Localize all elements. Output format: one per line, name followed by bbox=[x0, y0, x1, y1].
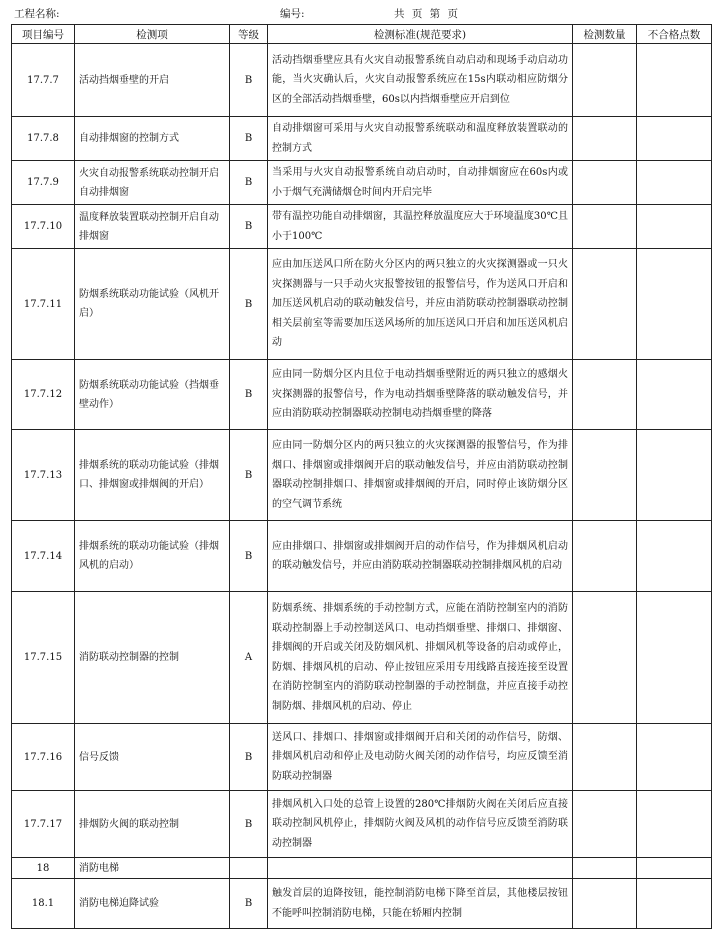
row-failures bbox=[637, 430, 712, 521]
row-failures bbox=[637, 858, 712, 879]
table-header bbox=[12, 25, 712, 44]
row-item: 排烟系统的联动功能试验（排烟口、排烟窗或排烟阀的开启） bbox=[75, 430, 230, 521]
row-failures bbox=[637, 161, 712, 205]
row-id: 17.7.17 bbox=[12, 791, 75, 858]
row-standard: 防烟系统、排烟系统的手动控制方式，应能在消防控制室内的消防联动控制器上手动控制送风口、电动挡烟垂壁、排烟口、排烟窗、排烟阀的开启或关闭及防烟风机、排烟风机等设备的启动或停止，防烟、排烟风机的启动、停止按钮应采用专用线路直接连接至设置在消防控制室内的消防联动控制器的手动控制盘，并应直接手动控制防烟、排烟风机的启动、停止 bbox=[268, 592, 573, 724]
row-standard: 自动排烟窗可采用与火灾自动报警系统联动和温度释放装置联动的控制方式 bbox=[268, 117, 573, 161]
row-quantity bbox=[573, 858, 637, 879]
table-row bbox=[12, 879, 712, 929]
page-header bbox=[14, 6, 714, 22]
inspection-table bbox=[11, 24, 712, 929]
row-quantity bbox=[573, 249, 637, 360]
row-quantity bbox=[573, 430, 637, 521]
table-row bbox=[12, 724, 712, 791]
row-quantity bbox=[573, 521, 637, 592]
column-header-failures: 不合格点数 bbox=[637, 25, 712, 44]
table-row bbox=[12, 44, 712, 117]
column-header-grade: 等级 bbox=[230, 25, 268, 44]
row-id: 17.7.8 bbox=[12, 117, 75, 161]
row-standard: 应由排烟口、排烟窗或排烟阀开启的动作信号，作为排烟风机启动的联动触发信号，并应由消防联动控制器联动控制排烟风机的启动 bbox=[268, 521, 573, 592]
row-quantity bbox=[573, 117, 637, 161]
row-id: 17.7.16 bbox=[12, 724, 75, 791]
table-row bbox=[12, 205, 712, 249]
row-standard: 带有温控功能自动排烟窗，其温控释放温度应大于环境温度30℃且小于100℃ bbox=[268, 205, 573, 249]
row-grade: B bbox=[230, 117, 268, 161]
row-item: 信号反馈 bbox=[75, 724, 230, 791]
row-grade: B bbox=[230, 521, 268, 592]
project-name-label: 工程名称: bbox=[14, 8, 60, 20]
row-item: 排烟防火阀的联动控制 bbox=[75, 791, 230, 858]
row-standard: 当采用与火灾自动报警系统自动启动时，自动排烟窗应在60s内或小于烟气充满储烟仓时间内开启完毕 bbox=[268, 161, 573, 205]
row-id: 17.7.7 bbox=[12, 44, 75, 117]
row-quantity bbox=[573, 791, 637, 858]
row-grade: B bbox=[230, 879, 268, 929]
row-item: 排烟系统的联动功能试验（排烟风机的启动） bbox=[75, 521, 230, 592]
row-id: 17.7.13 bbox=[12, 430, 75, 521]
row-item: 自动排烟窗的控制方式 bbox=[75, 117, 230, 161]
row-grade: B bbox=[230, 791, 268, 858]
row-grade: A bbox=[230, 592, 268, 724]
row-quantity bbox=[573, 44, 637, 117]
row-failures bbox=[637, 791, 712, 858]
row-quantity bbox=[573, 592, 637, 724]
row-id: 17.7.10 bbox=[12, 205, 75, 249]
table-row bbox=[12, 360, 712, 430]
row-item: 防烟系统联动功能试验（风机开启） bbox=[75, 249, 230, 360]
row-failures bbox=[637, 44, 712, 117]
row-id: 17.7.15 bbox=[12, 592, 75, 724]
row-grade bbox=[230, 858, 268, 879]
column-header-quantity: 检测数量 bbox=[573, 25, 637, 44]
table-row bbox=[12, 592, 712, 724]
row-failures bbox=[637, 117, 712, 161]
row-item: 温度释放装置联动控制开启自动排烟窗 bbox=[75, 205, 230, 249]
row-grade: B bbox=[230, 44, 268, 117]
row-id: 17.7.9 bbox=[12, 161, 75, 205]
column-header-id: 项目编号 bbox=[12, 25, 75, 44]
table-row bbox=[12, 791, 712, 858]
row-failures bbox=[637, 360, 712, 430]
row-grade: B bbox=[230, 249, 268, 360]
document-code-label: 编号: bbox=[280, 8, 305, 20]
table-row bbox=[12, 117, 712, 161]
column-header-item: 检测项 bbox=[75, 25, 230, 44]
row-grade: B bbox=[230, 360, 268, 430]
row-item: 消防联动控制器的控制 bbox=[75, 592, 230, 724]
row-quantity bbox=[573, 161, 637, 205]
row-standard: 应由加压送风口所在防火分区内的两只独立的火灾探测器或一只火灾探测器与一只手动火灾报警按钮的报警信号，作为送风口开启和加压送风机启动的联动触发信号，并应由消防联动控制器联动控制相关层前室等需要加压送风场所的加压送风口开启和加压送风机启动 bbox=[268, 249, 573, 360]
row-grade: B bbox=[230, 430, 268, 521]
header-row bbox=[12, 25, 712, 44]
table-row bbox=[12, 161, 712, 205]
row-failures bbox=[637, 724, 712, 791]
table-row bbox=[12, 521, 712, 592]
row-standard: 触发首层的迫降按钮，能控制消防电梯下降至首层，其他楼层按钮不能呼叫控制消防电梯，只能在轿厢内控制 bbox=[268, 879, 573, 929]
row-item: 火灾自动报警系统联动控制开启自动排烟窗 bbox=[75, 161, 230, 205]
row-standard: 活动挡烟垂壁应具有火灾自动报警系统自动启动和现场手动启动功能，当火灾确认后，火灾自动报警系统应在15s内联动相应防烟分区的全部活动挡烟垂壁，60s以内挡烟垂壁应开启到位 bbox=[268, 44, 573, 117]
row-item: 活动挡烟垂壁的开启 bbox=[75, 44, 230, 117]
row-quantity bbox=[573, 205, 637, 249]
row-grade: B bbox=[230, 205, 268, 249]
row-id: 17.7.11 bbox=[12, 249, 75, 360]
row-standard: 应由同一防烟分区内且位于电动挡烟垂壁附近的两只独立的感烟火灾探测器的报警信号，作为电动挡烟垂壁降落的联动触发信号，并应由消防联动控制器联动控制电动挡烟垂壁的降落 bbox=[268, 360, 573, 430]
table-row bbox=[12, 430, 712, 521]
row-standard: 排烟风机入口处的总管上设置的280℃排烟防火阀在关闭后应直接联动控制风机停止，排烟防火阀及风机的动作信号应反馈至消防联动控制器 bbox=[268, 791, 573, 858]
row-grade: B bbox=[230, 724, 268, 791]
column-header-standard: 检测标准(规范要求) bbox=[268, 25, 573, 44]
row-item: 消防电梯 bbox=[75, 858, 230, 879]
row-standard bbox=[268, 858, 573, 879]
table-row bbox=[12, 858, 712, 879]
table-body bbox=[12, 44, 712, 929]
row-id: 17.7.12 bbox=[12, 360, 75, 430]
row-failures bbox=[637, 521, 712, 592]
row-quantity bbox=[573, 879, 637, 929]
row-standard: 应由同一防烟分区内的两只独立的火灾探测器的报警信号，作为排烟口、排烟窗或排烟阀开启的联动触发信号，并应由消防联动控制器联动控制排烟口、排烟窗或排烟阀的开启，同时停止该防烟分区的空气调节系统 bbox=[268, 430, 573, 521]
row-quantity bbox=[573, 724, 637, 791]
page-count-label: 共 页 第 页 bbox=[394, 8, 459, 20]
row-failures bbox=[637, 249, 712, 360]
row-failures bbox=[637, 592, 712, 724]
row-id: 18 bbox=[12, 858, 75, 879]
row-standard: 送风口、排烟口、排烟窗或排烟阀开启和关闭的动作信号，防烟、排烟风机启动和停止及电动防火阀关闭的动作信号，均应反馈至消防联动控制器 bbox=[268, 724, 573, 791]
row-id: 17.7.14 bbox=[12, 521, 75, 592]
row-item: 防烟系统联动功能试验（挡烟垂壁动作） bbox=[75, 360, 230, 430]
row-grade: B bbox=[230, 161, 268, 205]
row-item: 消防电梯迫降试验 bbox=[75, 879, 230, 929]
row-quantity bbox=[573, 360, 637, 430]
row-failures bbox=[637, 205, 712, 249]
table-row bbox=[12, 249, 712, 360]
row-id: 18.1 bbox=[12, 879, 75, 929]
row-failures bbox=[637, 879, 712, 929]
